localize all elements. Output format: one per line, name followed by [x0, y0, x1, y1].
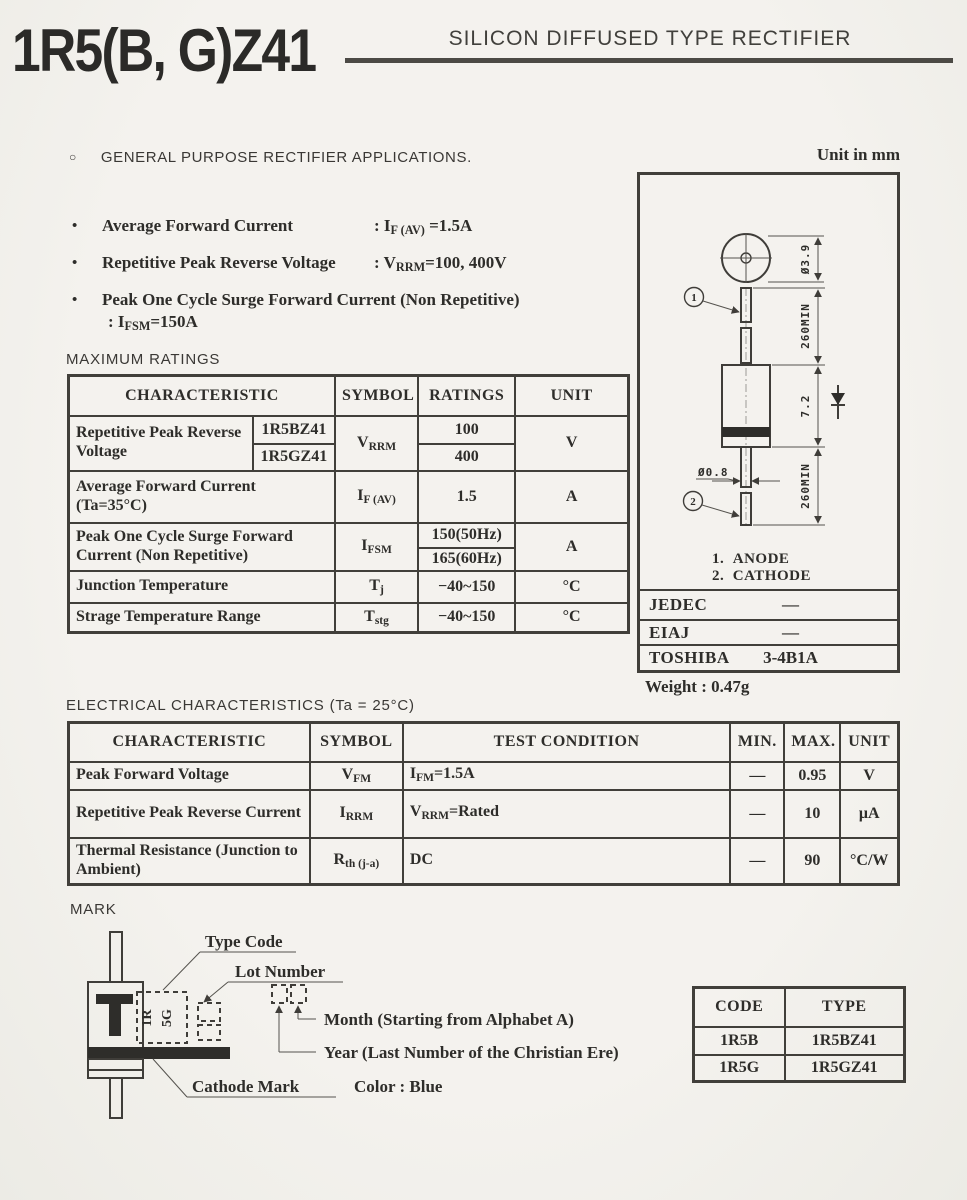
cell-rating: −40~150	[418, 603, 515, 633]
svg-text:Type Code: Type Code	[205, 932, 283, 951]
top-view	[720, 233, 772, 283]
cell-unit: V	[840, 762, 898, 790]
cell-symbol: $I_{F (AV)}$	[335, 471, 418, 523]
cell-min: —	[730, 762, 784, 790]
cell-test-condition: DC	[403, 838, 730, 885]
electrical-table	[67, 721, 900, 886]
svg-text:Lot Number: Lot Number	[235, 962, 326, 981]
col-max: MAX.	[784, 723, 840, 762]
month-digit-box	[291, 985, 306, 1003]
callout-anode	[685, 288, 740, 313]
cell-characteristic: Repetitive Peak Reverse Current	[69, 790, 310, 838]
year-digit-box	[272, 985, 287, 1003]
device-cathode-band	[88, 1047, 230, 1059]
col-test-condition: TEST CONDITION	[403, 723, 730, 762]
cell-symbol: $I_{RRM}$	[310, 790, 403, 838]
cell-type: 1R5GZ41	[785, 1055, 905, 1082]
cell-unit: °C/W	[840, 838, 898, 885]
cell-symbol: $R_{th (j-a)}$	[310, 838, 403, 885]
cell-characteristic: Strage Temperature Range	[69, 603, 335, 633]
col-code: CODE	[694, 988, 785, 1027]
dim-lead-top-label: 260MIN	[799, 303, 812, 349]
cell-min: —	[730, 838, 784, 885]
cell-test-condition: $V_{RRM}=Rated$	[403, 790, 730, 838]
table-row	[69, 838, 899, 885]
feature-surge-current: • Peak One Cycle Surge Forward Current (Non Repetitive)	[72, 290, 520, 310]
col-unit: UNIT	[840, 723, 898, 762]
max-ratings-heading: MAXIMUM RATINGS	[66, 351, 221, 368]
unit-note: Unit in mm	[816, 145, 900, 164]
mark-heading: MARK	[70, 901, 117, 918]
svg-text:1: 1	[691, 292, 697, 304]
lot-number-box-lower	[198, 1025, 220, 1040]
cell-variant: 1R5BZ41	[253, 416, 335, 444]
bullet-icon: •	[72, 255, 78, 272]
lot-number-callout	[204, 962, 343, 1002]
cell-unit: μA	[840, 790, 898, 838]
cell-symbol: $V_{RRM}$	[335, 416, 418, 471]
cell-symbol: $V_{FM}$	[310, 762, 403, 790]
pin-legend-anode: 1. ANODE	[712, 551, 790, 567]
cell-characteristic: Peak One Cycle Surge Forward Current (Non Repetitive)	[69, 523, 335, 571]
col-characteristic: CHARACTERISTIC	[69, 723, 310, 762]
circle-bullet-icon: ○	[69, 149, 77, 164]
weight-note: Weight : 0.47g	[645, 677, 750, 696]
lot-number-box-upper	[198, 1003, 220, 1021]
registry-row-jedec: JEDEC —	[640, 589, 897, 619]
package-drawing	[640, 175, 897, 589]
cell-rating: 100	[418, 416, 515, 444]
cell-characteristic: Average Forward Current (Ta=35°C)	[69, 471, 335, 523]
table-header-row	[69, 376, 629, 416]
header-rule	[345, 58, 953, 63]
col-ratings: RATINGS	[418, 376, 515, 416]
table-header-row	[694, 988, 905, 1027]
pin-legend-cathode: 2. CATHODE	[712, 568, 811, 584]
feature-avg-forward-current: • Average Forward Current : $I_{F (AV)} =1.5A$	[72, 216, 672, 240]
year-label: Year (Last Number of the Christian Ere)	[324, 1043, 619, 1062]
col-min: MIN.	[730, 723, 784, 762]
cell-unit: °C	[515, 571, 628, 603]
table-row	[69, 790, 899, 838]
page-title: 1R5(B, G)Z41	[12, 17, 316, 84]
marking-type-code-2: 5G	[160, 1009, 175, 1027]
col-symbol: SYMBOL	[335, 376, 418, 416]
feature-list	[72, 216, 672, 349]
lot-code-detail	[272, 985, 619, 1062]
cell-variant: 1R5GZ41	[253, 444, 335, 471]
marking-type-code-1: 1R	[140, 1009, 155, 1027]
table-row	[69, 603, 629, 633]
bullet-icon: •	[72, 292, 78, 309]
electrical-heading: ELECTRICAL CHARACTERISTICS (Ta = 25°C)	[66, 697, 415, 714]
table-row	[69, 571, 629, 603]
registry-row-toshiba: TOSHIBA 3-4B1A	[640, 644, 897, 670]
cell-unit: V	[515, 416, 628, 471]
callout-cathode	[684, 492, 740, 517]
cell-min: —	[730, 790, 784, 838]
cell-symbol: $T_j$	[335, 571, 418, 603]
svg-text:Ø3.9: Ø3.9	[799, 243, 812, 275]
cell-type: 1R5BZ41	[785, 1027, 905, 1055]
cell-code: 1R5G	[694, 1055, 785, 1082]
cell-max: 0.95	[784, 762, 840, 790]
max-ratings-table	[67, 374, 630, 634]
cell-rating: 150(50Hz)	[418, 523, 515, 548]
cell-symbol: $I_{FSM}$	[335, 523, 418, 571]
table-row	[694, 1055, 905, 1082]
cathode-mark-callout	[153, 1059, 336, 1097]
cell-characteristic: Thermal Resistance (Junction to Ambient)	[69, 838, 310, 885]
diode-symbol-icon	[831, 385, 845, 419]
col-type: TYPE	[785, 988, 905, 1027]
front-view	[722, 288, 770, 525]
month-label: Month (Starting from Alphabet A)	[324, 1010, 574, 1029]
svg-text:2: 2	[690, 496, 696, 508]
device-lead-bottom	[110, 1078, 122, 1118]
dim-lead-bottom-label: 260MIN	[799, 463, 812, 509]
table-row	[694, 1027, 905, 1055]
table-row	[69, 762, 899, 790]
application-line	[69, 149, 472, 166]
cell-unit: A	[515, 471, 628, 523]
feature-surge-current-value: : $I_{FSM}=150A$	[108, 312, 198, 334]
dim-lead-diameter	[696, 466, 780, 481]
dim-chain	[753, 288, 825, 525]
col-characteristic: CHARACTERISTIC	[69, 376, 335, 416]
cell-rating: 1.5	[418, 471, 515, 523]
cell-max: 90	[784, 838, 840, 885]
toshiba-t-mark	[96, 994, 133, 1004]
cell-unit: °C	[515, 603, 628, 633]
mark-diagram	[68, 920, 668, 1170]
device-body-bottom	[88, 1059, 143, 1078]
cell-rating: 165(60Hz)	[418, 548, 515, 571]
toshiba-t-mark-stem	[109, 1004, 121, 1036]
cell-characteristic: Peak Forward Voltage	[69, 762, 310, 790]
bullet-icon: •	[72, 218, 78, 234]
table-header-row	[69, 723, 899, 762]
col-unit: UNIT	[515, 376, 628, 416]
package-outline-panel	[637, 172, 900, 673]
registry-row-eiaj: EIAJ —	[640, 619, 897, 644]
cell-max: 10	[784, 790, 840, 838]
table-row	[69, 416, 629, 444]
cell-test-condition: $I_{FM}=1.5A$	[403, 762, 730, 790]
cell-characteristic: Junction Temperature	[69, 571, 335, 603]
code-type-table	[692, 986, 906, 1083]
device-lead-top	[110, 932, 122, 982]
table-row	[69, 523, 629, 548]
color-note: Color : Blue	[354, 1077, 443, 1096]
cathode-band	[722, 427, 770, 437]
type-code-callout	[163, 932, 296, 990]
dim-body-length-label: 7.2	[799, 394, 812, 418]
svg-text:Cathode Mark: Cathode Mark	[192, 1077, 300, 1096]
col-symbol: SYMBOL	[310, 723, 403, 762]
table-row	[69, 471, 629, 523]
cell-symbol: $T_{stg}$	[335, 603, 418, 633]
dim-body-diameter	[768, 236, 824, 282]
cell-unit: A	[515, 523, 628, 571]
svg-text:Ø0.8: Ø0.8	[698, 466, 729, 479]
cell-rating: −40~150	[418, 571, 515, 603]
feature-peak-reverse-voltage: • Repetitive Peak Reverse Voltage : $V_{RRM}=100$, 400V	[72, 253, 672, 277]
application-text: GENERAL PURPOSE RECTIFIER APPLICATIONS.	[100, 149, 472, 166]
cell-code: 1R5B	[694, 1027, 785, 1055]
cell-characteristic: Repetitive Peak Reverse Voltage	[69, 416, 253, 471]
cell-rating: 400	[418, 444, 515, 471]
page-subtitle: SILICON DIFFUSED TYPE RECTIFIER	[448, 27, 852, 50]
